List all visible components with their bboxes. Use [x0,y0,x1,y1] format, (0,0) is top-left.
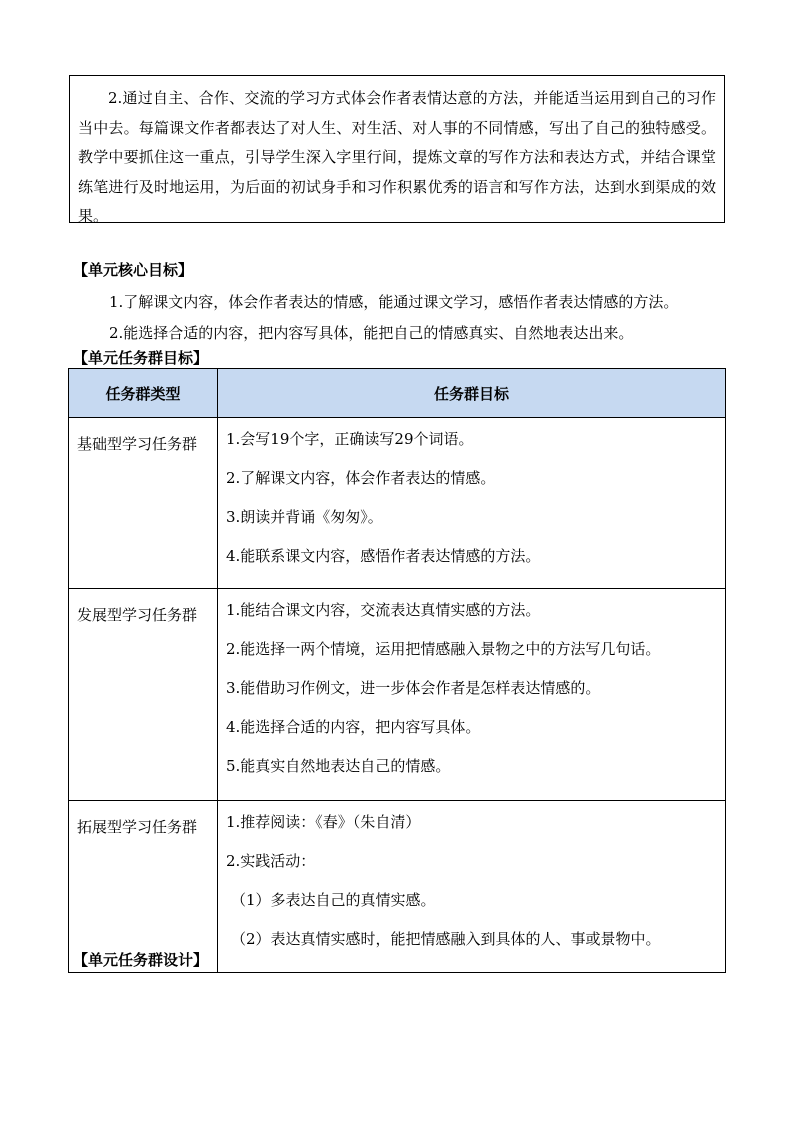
list-item: 2.实践活动： [226,852,316,870]
list-item: 1.推荐阅读：《春》（朱自清） [226,813,421,831]
column-header-goals: 任务群目标 [218,369,726,418]
task-type-cell: 拓展型学习任务群 [69,801,218,973]
task-design-heading: 【单元任务群设计】 [73,951,209,969]
list-item: 1.能结合课文内容，交流表达真情实感的方法。 [226,601,541,619]
list-item: （1）多表达自己的真情实感。 [231,891,436,909]
task-items-cell [218,589,726,801]
list-item: 4.能联系课文内容，感悟作者表达情感的方法。 [226,547,541,565]
core-goal-2: 2.能选择合适的内容，把内容写具体，能把自己的情感真实、自然地表达出来。 [109,324,634,342]
list-item: 4.能选择合适的内容，把内容写具体。 [226,718,481,736]
table-row [69,589,726,801]
table-row [69,418,726,589]
core-goals-heading: 【单元核心目标】 [73,261,194,279]
table-row [69,801,726,973]
task-items-cell [218,418,726,589]
intro-paragraph-box [69,75,725,223]
list-item: 2.了解课文内容，体会作者表达的情感。 [226,469,496,487]
task-items-cell [218,801,726,973]
task-goals-table [68,368,726,973]
list-item: 1.会写19个字，正确读写29个词语。 [226,430,474,448]
list-item: 2.能选择一两个情境，运用把情感融入景物之中的方法写几句话。 [226,640,661,658]
task-type-cell: 基础型学习任务群 [69,418,218,589]
task-type-cell: 发展型学习任务群 [69,589,218,801]
intro-paragraph: 2.通过自主、合作、交流的学习方式体会作者表情达意的方法，并能适当运用到自己的习作当中去。每篇课文作者都表达了对人生、对生活、对人事的不同情感，写出了自己的独特感受。教学中要抓住这一重点，引导学生深入字里行间，提炼文章的写作方法和表达方式，并结合课堂练笔进行及时地运用，为后面的初试身手和习作积累优秀的语言和写作方法，达到水到渠成的效果。 [78,89,716,225]
table-header-row [69,369,726,418]
core-goal-1: 1.了解课文内容，体会作者表达的情感，能通过课文学习，感悟作者表达情感的方法。 [109,293,679,311]
list-item: 3.朗读并背诵《匆匆》。 [226,508,383,526]
list-item: （2）表达真情实感时，能把情感融入到具体的人、事或景物中。 [231,930,661,948]
list-item: 5.能真实自然地表达自己的情感。 [226,757,451,775]
list-item: 3.能借助习作例文，进一步体会作者是怎样表达情感的。 [226,679,601,697]
task-goals-heading: 【单元任务群目标】 [73,349,209,367]
column-header-type: 任务群类型 [69,369,218,418]
